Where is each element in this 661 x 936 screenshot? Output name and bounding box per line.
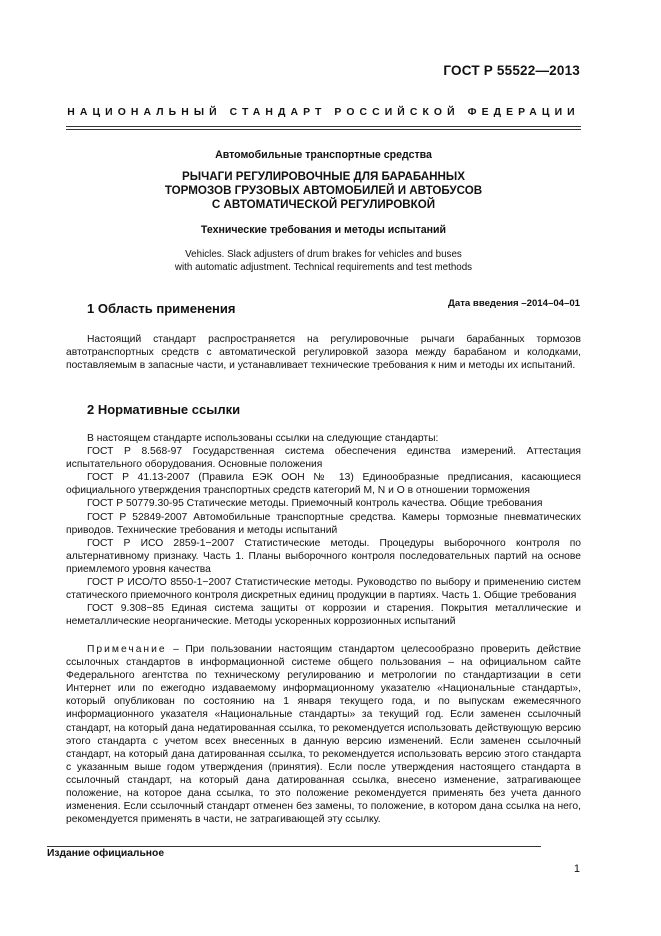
note-paragraph <box>66 643 581 826</box>
english-title-line: Vehicles. Slack adjusters of drum brakes for vehicles and buses <box>185 249 462 260</box>
main-title-line: ТОРМОЗОВ ГРУЗОВЫХ АВТОМОБИЛЕЙ И АВТОБУСОВ <box>164 184 483 197</box>
reference-item: ГОСТ 9.308−85 Единая система защиты от коррозии и старения. Покрытия металлические и неметаллические неорганические. Методы ускоренных коррозионных испытаний <box>66 603 581 628</box>
note-block <box>66 643 581 826</box>
references-list <box>66 432 581 628</box>
footer-rule <box>47 846 541 847</box>
national-standard-banner: НАЦИОНАЛЬНЫЙ СТАНДАРТ РОССИЙСКОЙ ФЕДЕРАЦИИ <box>67 107 580 118</box>
banner-rule-bottom <box>66 129 581 130</box>
reference-item: ГОСТ Р ИСО 2859-1−2007 Статистические методы. Процедуры выборочного контроля по альтернативному признаку. Часть 1. Планы выборочного контроля последовательных партий на основе приемлемого уровня качества <box>66 537 581 575</box>
main-title-line: С АВТОМАТИЧЕСКОЙ РЕГУЛИРОВКОЙ <box>211 198 436 211</box>
standard-code: ГОСТ Р 55522—2013 <box>443 63 580 78</box>
category-title: Автомобильные транспортные средства <box>215 149 432 161</box>
section-1-body <box>66 333 581 372</box>
note-label: Примечание <box>87 644 167 655</box>
main-title <box>66 170 581 212</box>
reference-item: ГОСТ Р 50779.30-95 Статические методы. Приемочный контроль качества. Общие требования <box>87 498 543 510</box>
note-text: – При пользовании настоящим стандартом целесообразно проверить действие ссылочных стандартов в информационной системе общего пользования – на официальном сайте Федерального агентства по техническому регулированию и метрологии по стандартизации в сети Интернет или по ежегодно издаваемому информационному указателю «Национальные стандарты», который опубликован по состоянию на 1 января текущего года, и по выпускам ежемесячного информационного указателя «Национальные стандарты» за текущий год. Если заменен ссылочный стандарт, на который дана недатированная ссылка, то рекомендуется использовать действующую версию этого стандарта с учетом всех внесенных в данную версию изменений. Если заменен ссылочный стандарт, на который дана датированная ссылка, то рекомендуется использовать версию этого стандарта с указанным выше годом утверждения (принятия). Если после утверждения настоящего стандарта в ссылочный стандарт, на который дана датированная ссылка, внесено изменение, затрагивающее положение, на которое дана ссылка, то это положение рекомендуется применять без учета данного изменения. Если ссылочный стандарт отменен без замены, то положение, в котором дана ссылка на него, рекомендуется применять в части, не затрагивающей эту ссылку. <box>66 644 581 826</box>
english-title <box>66 249 581 274</box>
reference-item: ГОСТ Р ИСО/ТО 8550-1−2007 Статистические методы. Руководство по выбору и применению систем статического приемочного контроля дискретных единиц продукции в партиях. Часть 1. Общие требования <box>66 577 581 602</box>
section-2-heading: 2 Нормативные ссылки <box>87 402 241 417</box>
banner-rule-top <box>66 126 581 127</box>
subtitle: Технические требования и методы испытаний <box>200 224 447 236</box>
scope-paragraph: Настоящий стандарт распространяется на регулировочные рычаги барабанных тормозов автотранспортных средств с автоматической регулировкой зазора между барабаном и колодками, поставляемым в запасные части, и устанавливает технические требования к ним и методы их испытаний. <box>66 334 581 372</box>
official-edition-label: Издание официальное <box>47 848 165 859</box>
reference-item: ГОСТ Р 41.13-2007 (Правила ЕЭК ООН № 13) Единообразные предписания, касающиеся официального утверждения транспортных средств категорий M, N и O в отношении торможения <box>66 472 581 497</box>
main-title-line: РЫЧАГИ РЕГУЛИРОВОЧНЫЕ ДЛЯ БАРАБАННЫХ <box>182 170 465 183</box>
page-number: 1 <box>573 863 580 875</box>
reference-item: ГОСТ Р 8.568-97 Государственная система обеспечения единства измерений. Аттестация испытательного оборудования. Основные положения <box>66 446 581 471</box>
introduction-date: Дата введения –2014–04–01 <box>448 298 580 309</box>
section-1-heading: 1 Область применения <box>87 301 236 316</box>
references-intro: В настоящем стандарте использованы ссылки на следующие стандарты: <box>87 433 439 444</box>
reference-item: ГОСТ Р 52849-2007 Автомобильные транспортные средства. Камеры тормозные пневматических приводов. Технические требования и методы испытаний <box>66 511 581 536</box>
english-title-line: with automatic adjustment. Technical requirements and test methods <box>174 261 473 273</box>
